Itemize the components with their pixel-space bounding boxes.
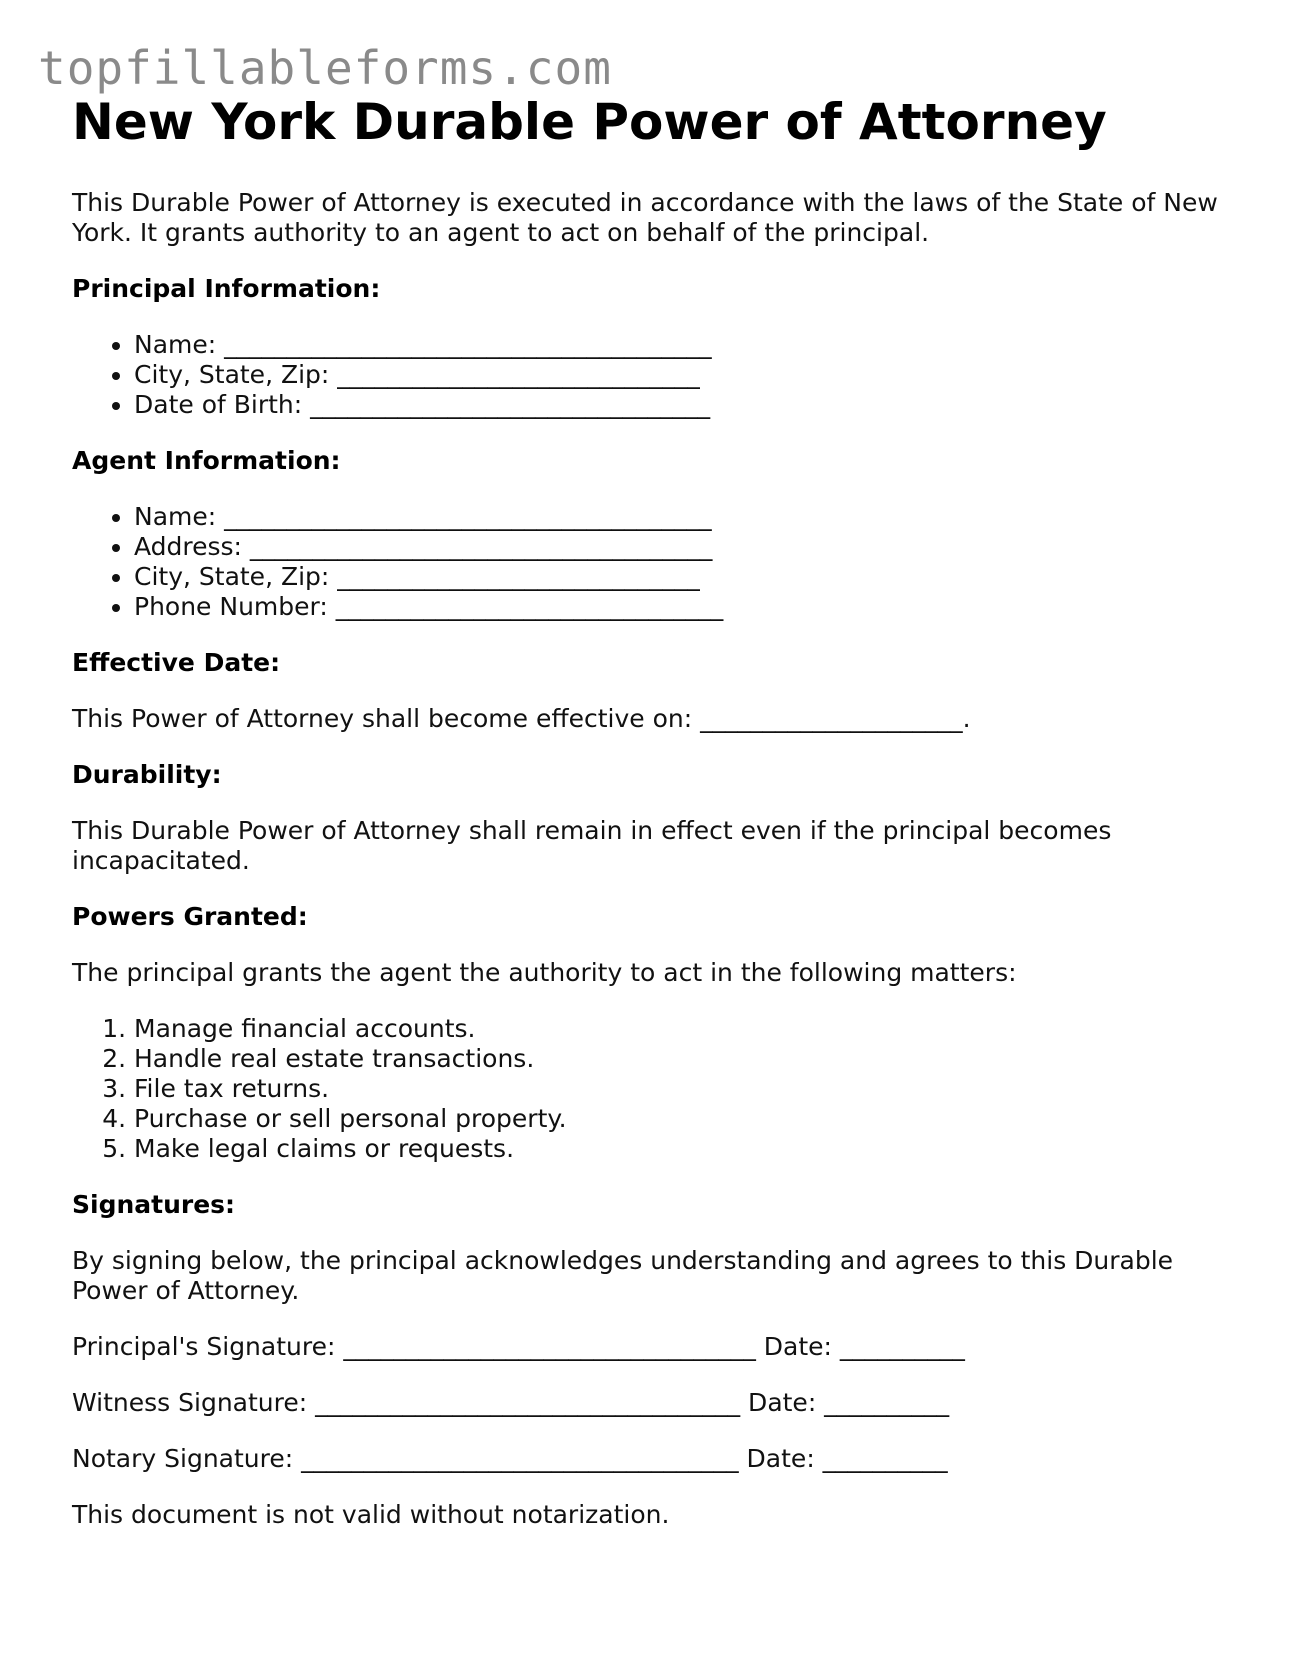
power-item: 5. Make legal claims or requests. <box>134 1134 1232 1164</box>
powers-list <box>72 1014 1232 1164</box>
power-item: 4. Purchase or sell personal property. <box>134 1104 1232 1134</box>
agent-name-field[interactable]: • Name: _______________________________________ <box>134 502 1232 532</box>
witness-signature-line[interactable]: Witness Signature: __________________________________ Date: __________ <box>72 1388 950 1417</box>
agent-city-state-zip-field[interactable]: • City, State, Zip: _____________________________ <box>134 562 1232 592</box>
power-item: 2. Handle real estate transactions. <box>134 1044 1232 1074</box>
agent-heading: Agent Information: <box>72 446 341 475</box>
notary-signature-line[interactable]: Notary Signature: ___________________________________ Date: __________ <box>72 1444 948 1473</box>
power-item: 1. Manage financial accounts. <box>134 1014 1232 1044</box>
signatures-intro: By signing below, the principal acknowledges understanding and agrees to this Durable Power of Attorney. <box>72 1246 1174 1305</box>
notarization-notice: This document is not valid without notarization. <box>72 1500 670 1529</box>
intro-paragraph: This Durable Power of Attorney is executed in accordance with the laws of the State of New York. It grants authority to an agent to act on behalf of the principal. <box>72 188 1218 247</box>
principal-signature-line[interactable]: Principal's Signature: _________________________________ Date: __________ <box>72 1332 965 1361</box>
document-title: New York Durable Power of Attorney <box>72 93 1107 151</box>
site-watermark: topfillableforms.com <box>38 41 612 95</box>
principal-fields-list <box>72 330 1232 420</box>
durability-paragraph: This Durable Power of Attorney shall remain in effect even if the principal becomes incapacitated. <box>72 816 1112 875</box>
principal-heading: Principal Information: <box>72 274 381 303</box>
signatures-heading: Signatures: <box>72 1190 236 1219</box>
principal-city-state-zip-field[interactable]: • City, State, Zip: _____________________________ <box>134 360 1232 390</box>
effective-date-heading: Effective Date: <box>72 648 281 677</box>
agent-address-field[interactable]: • Address: _____________________________________ <box>134 532 1232 562</box>
durability-heading: Durability: <box>72 760 222 789</box>
agent-fields-list <box>72 502 1232 622</box>
principal-date-of-birth-field[interactable]: • Date of Birth: ________________________________ <box>134 390 1232 420</box>
powers-intro: The principal grants the agent the authority to act in the following matters: <box>72 958 1017 987</box>
power-item: 3. File tax returns. <box>134 1074 1232 1104</box>
powers-heading: Powers Granted: <box>72 902 308 931</box>
agent-phone-number-field[interactable]: • Phone Number: _______________________________ <box>134 592 1232 622</box>
principal-name-field[interactable]: • Name: _______________________________________ <box>134 330 1232 360</box>
document-body <box>72 86 1232 1530</box>
effective-date-field[interactable]: This Power of Attorney shall become effective on: _____________________. <box>72 704 971 733</box>
